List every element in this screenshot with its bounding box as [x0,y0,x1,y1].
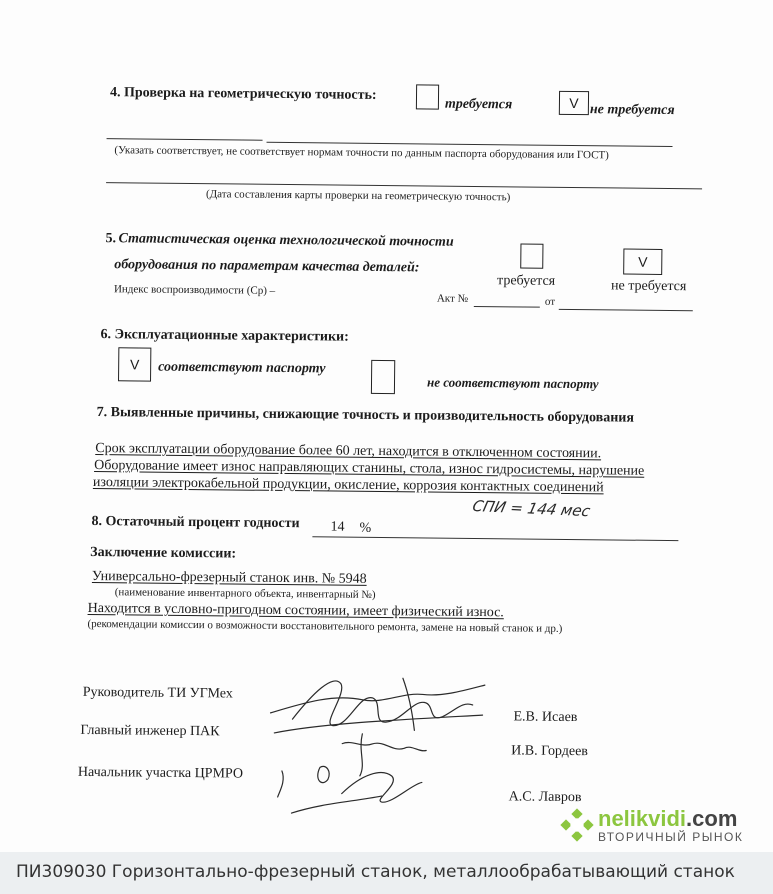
watermark [560,806,760,846]
section4-required-checkbox[interactable] [416,84,439,109]
signer-position-1: Руководитель ТИ УГМех [82,684,233,702]
handwritten-note: СПИ = 144 мес [470,497,592,521]
section5-title-line1: Статистическая оценка технологической точности [118,231,454,250]
section6-not-match-checkbox[interactable] [371,360,395,394]
section4-required-label: требуется [444,96,513,113]
conclusion-object-name: Универсально-фрезерный станок инв. № 5948 [91,568,367,587]
image-caption-bar [0,852,773,894]
section5-title-line2: оборудования по параметрам качества деталей: [114,257,420,276]
section4-not-required-label: не требуется [589,102,675,119]
section5-required-checkbox[interactable] [520,243,543,268]
section5-act-label: Акт № [436,292,469,305]
signer-name-3: А.С. Лавров [508,789,582,806]
watermark-tagline: ВТОРИЧНЫЙ РЫНОК [598,830,744,844]
section6-not-match-label: не соответствуют паспорту [426,374,599,392]
blank-line [107,138,263,141]
check-mark: V [129,356,140,373]
blank-line [312,536,678,541]
conclusion-recommendation: Находится в условно-пригодном состоянии, имеет физический износ. [87,600,504,621]
nelikvidi-logo-icon [560,808,594,842]
blank-line [106,182,702,189]
section5-index-label: Индекс воспроизводимости (Ср) – [113,283,276,297]
section5-not-required-checkbox[interactable] [623,249,662,275]
section6-match-label: соответствуют паспорту [158,359,326,377]
section6-match-checkbox[interactable] [118,347,151,381]
check-mark: V [569,94,579,112]
section7-line1: Срок эксплуатации оборудование более 60 лет, находится в отключенном состоянии. [95,441,602,462]
section5-required-label: требуется [497,273,556,289]
section5-not-required-label: не требуется [610,278,687,295]
watermark-brand [598,806,737,832]
section6-title: 6. Эксплуатационные характеристики: [100,327,349,345]
blank-line [474,306,540,308]
section8-unit: % [359,520,372,536]
section5-act-from: от [544,295,556,308]
watermark-brand-main: nelikvidi [598,806,687,831]
section4-note2: (Дата составления карты проверки на геометрическую точность) [205,188,511,204]
signer-position-3: Начальник участка ЦРМРО [77,764,244,782]
blank-line [559,309,693,311]
signer-position-2: Главный инженер ПАК [80,722,220,740]
section4-not-required-checkbox[interactable] [559,91,589,115]
section8-label: 8. Остаточный процент годности [91,513,300,532]
signer-name-1: Е.В. Исаев [513,709,578,726]
section8-value: 14 [330,519,345,535]
check-mark: V [638,253,648,270]
section7-line3: изоляции электрокабельной продукции, окисление, коррозия контактных соединений [92,475,604,496]
section5-number: 5. [105,231,117,247]
signer-name-2: И.В. Гордеев [511,743,589,760]
conclusion-title: Заключение комиссии: [90,544,237,562]
section7-line2: Оборудование имеет износ направляющих станины, стола, износ гидросистемы, нарушение [94,458,645,479]
conclusion-recommendation-caption: (рекомендации комиссии о возможности восстановительного ремонта, замене на новый станок и др.) [87,617,563,635]
section7-title: 7. Выявленные причины, снижающие точность и производительность оборудования [96,405,635,426]
conclusion-object-caption: (наименование инвентарного объекта, инвентарный №) [114,586,376,601]
image-caption-text: ПИ309030 Горизонтально-фрезерный станок, металлообрабатывающий станок [16,862,735,882]
handwritten-signatures [261,663,503,836]
section4-note1: (Указать соответствует, не соответствует нормам точности по данным паспорта оборудования или ГОСТ) [114,144,609,162]
section4-title: 4. Проверка на геометрическую точность: [109,85,377,103]
watermark-brand-domain: .com [686,806,738,831]
